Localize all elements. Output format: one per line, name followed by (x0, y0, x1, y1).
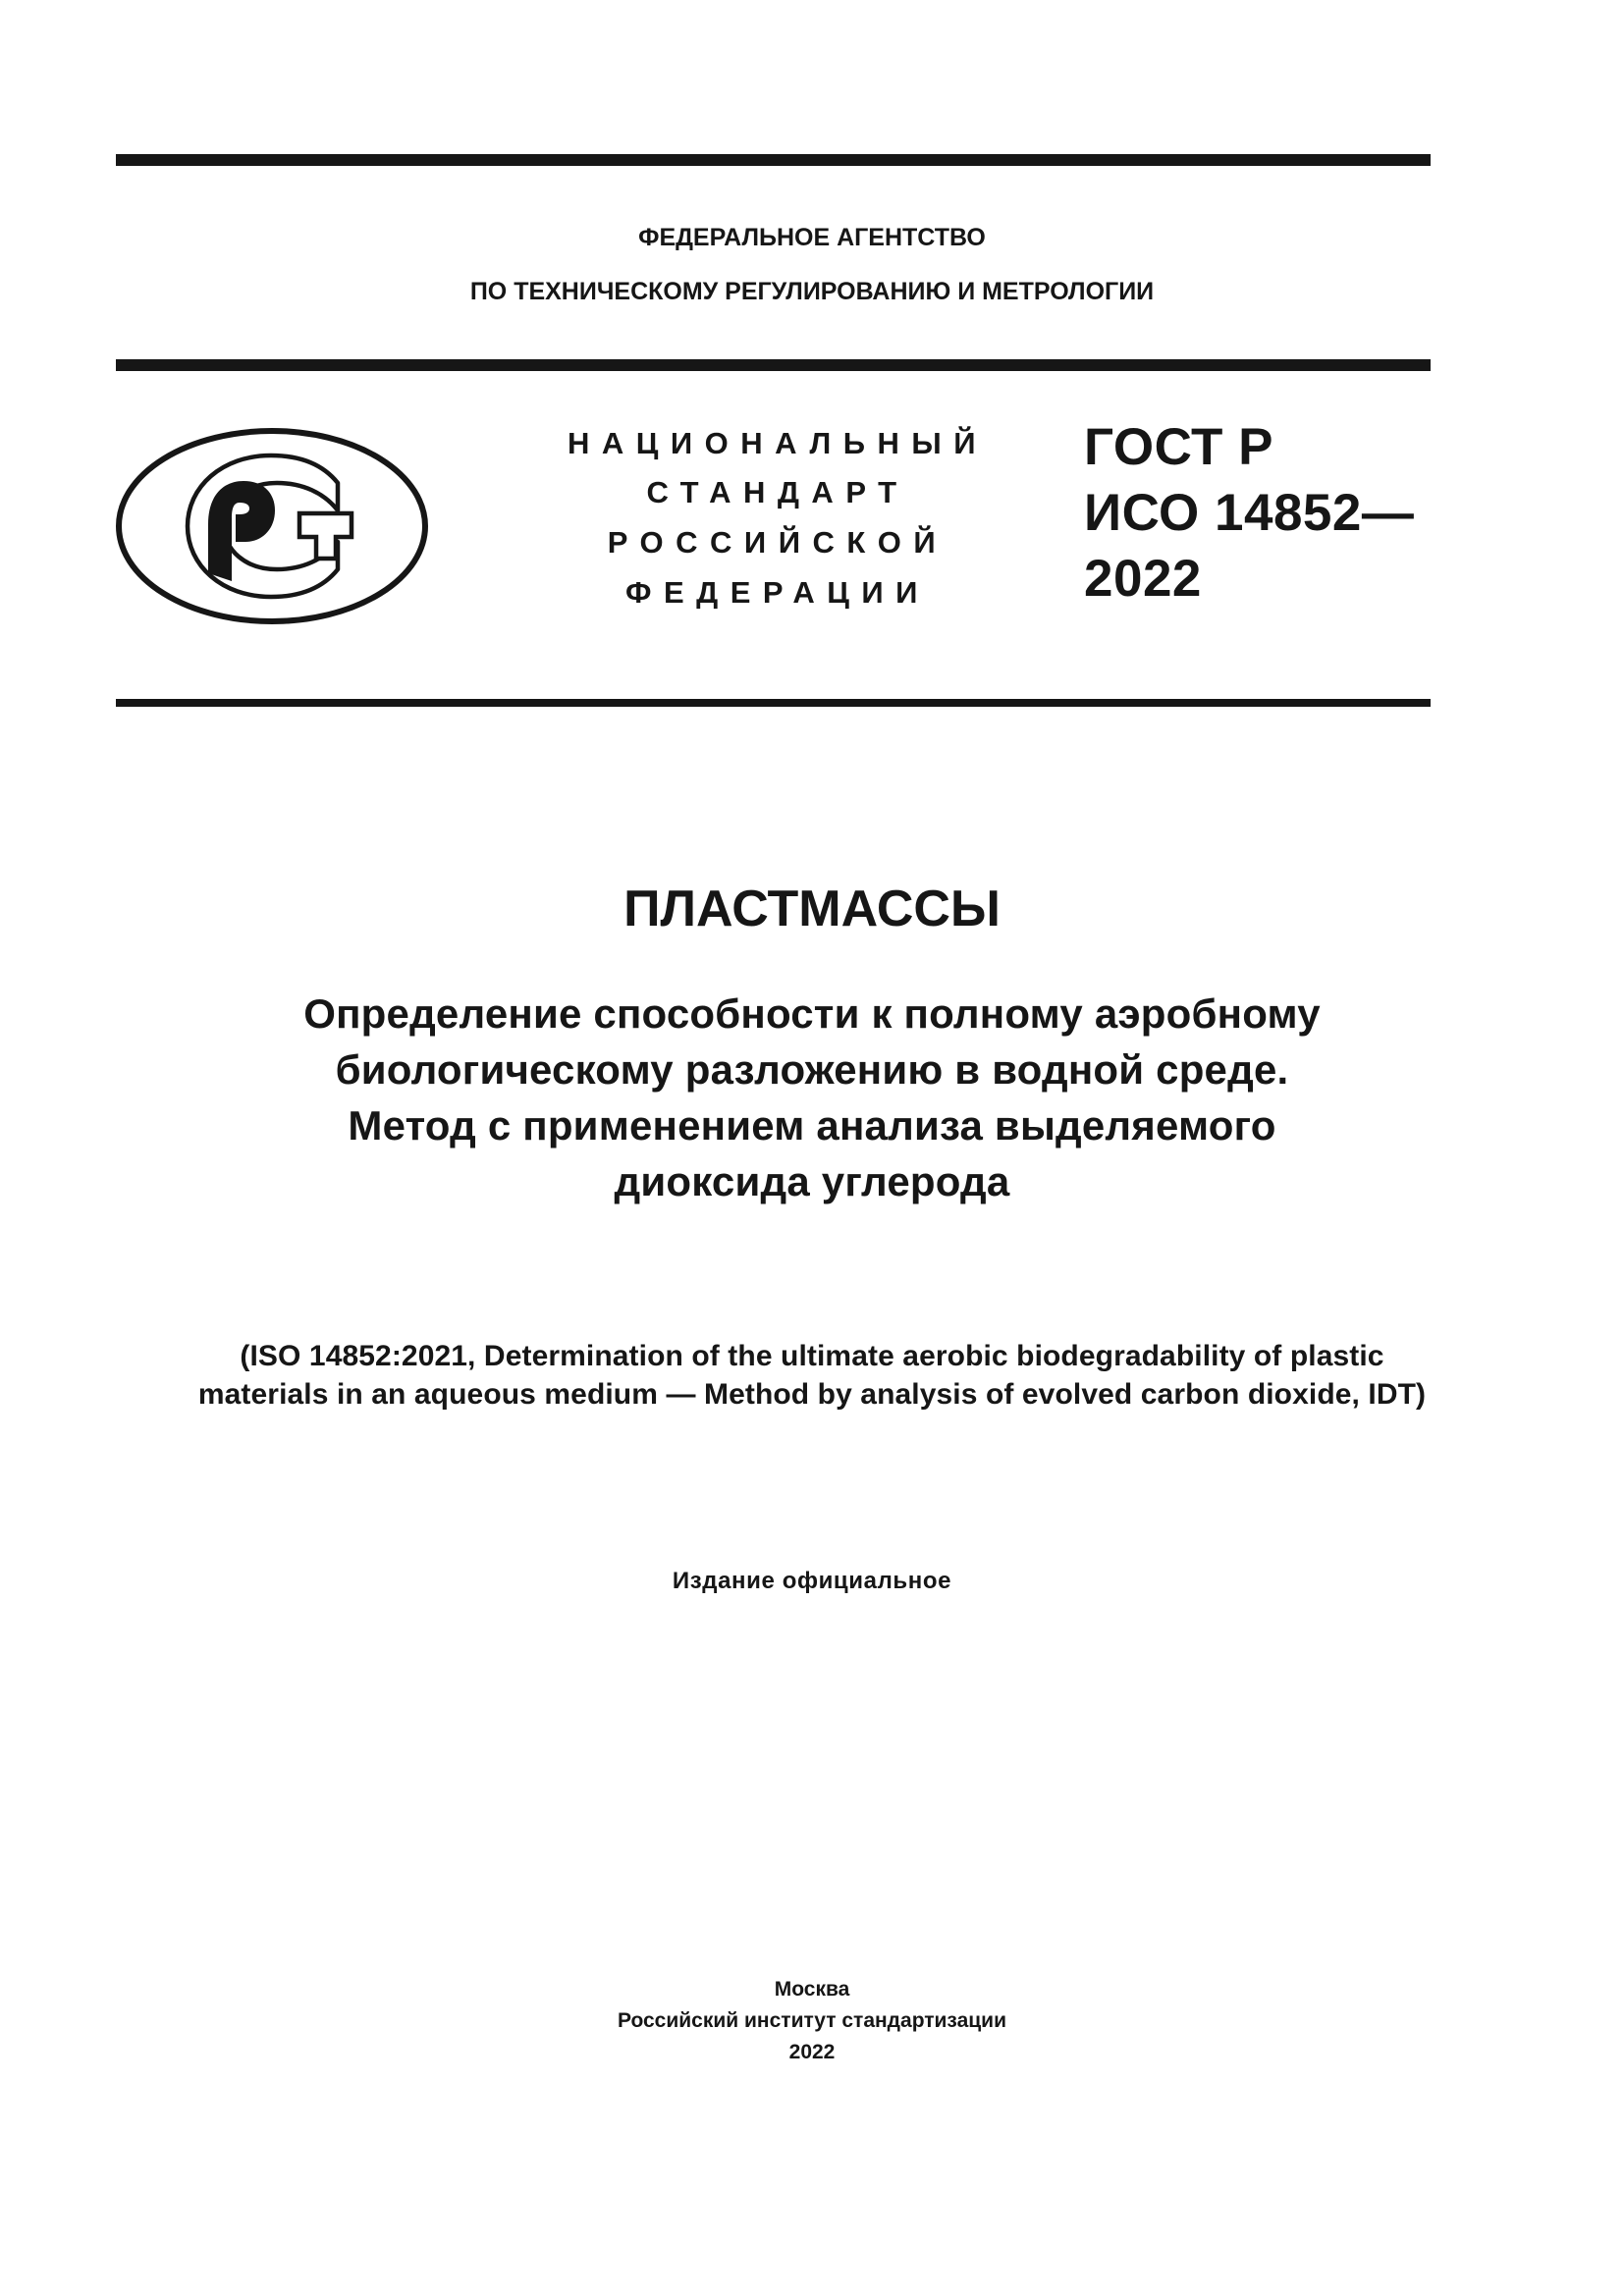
national-standard-line-2: СТАНДАРТ (646, 475, 909, 509)
agency-line-2: ПО ТЕХНИЧЕСКОМУ РЕГУЛИРОВАНИЮ И МЕТРОЛОГИИ (469, 278, 1155, 305)
national-standard-line-3: РОССИЙСКОЙ (607, 525, 948, 560)
national-standard-line-1: НАЦИОНАЛЬНЫЙ (567, 426, 989, 460)
subtitle-line-1: Определение способности к полному аэробному (303, 990, 1321, 1037)
subtitle-line-2: биологическому разложению в водной среде. (335, 1046, 1289, 1093)
header-rule (116, 359, 1431, 371)
document-title: ПЛАСТМАССЫ (623, 881, 1001, 937)
agency-line-1: ФЕДЕРАЛЬНОЕ АГЕНТСТВО (638, 224, 986, 251)
footer-publisher: Российский институт стандартизации (617, 2009, 1007, 2032)
iso-reference-line-2: materials in an aqueous medium — Method by analysis of evolved carbon dioxide, IDT) (197, 1378, 1427, 1411)
national-standard-line-4: ФЕДЕРАЦИИ (625, 575, 930, 610)
edition-label: Издание официальное (672, 1568, 952, 1594)
footer-city: Москва (774, 1978, 850, 2001)
designation-line-1: ГОСТ Р (1084, 418, 1273, 476)
iso-reference-line-1: (ISO 14852:2021, Determination of the ultimate aerobic biodegradability of plastic (240, 1340, 1384, 1372)
subtitle-line-3: Метод с применением анализа выделяемого (348, 1102, 1276, 1148)
designation-rule (116, 699, 1431, 707)
subtitle-line-4: диоксида углерода (614, 1158, 1010, 1204)
rst-certification-mark-icon (114, 426, 430, 626)
designation-line-2: ИСО 14852— (1084, 484, 1415, 542)
designation-line-3: 2022 (1084, 550, 1202, 608)
footer-year: 2022 (788, 2041, 836, 2063)
top-rule (116, 154, 1431, 166)
